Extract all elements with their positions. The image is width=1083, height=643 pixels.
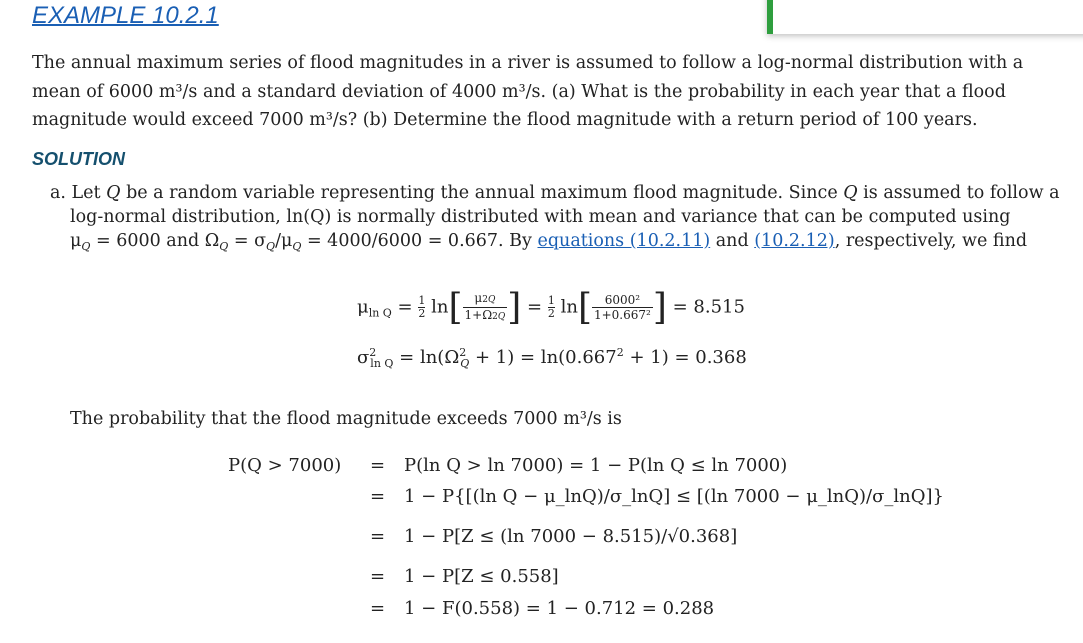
derivation-row: P(Q > 7000) = P(ln Q > ln 7000) = 1 − P(ln Q ≤ ln 7000) — [228, 455, 788, 476]
example-heading[interactable]: EXAMPLE 10.2.1 — [32, 2, 219, 29]
copied-toast — [767, 0, 1083, 34]
equation-mean-ln: $\mu_{ln Q}$ = $\frac{1}{2} \ln$[ $\frac{\mu 2Q}{1+\Omega 2Q}$ ] = $\frac{1}{2} \ln$[ $\frac{\text{6000²}}{\text{1+0.667²}}$ ] = 8.515 — [357, 287, 745, 328]
part-a-text: a. Let — [50, 183, 107, 203]
part-a-paragraph: a. Let Q be a random variable representing the annual maximum flood magnitude. Since Q is assumed to follow a log-normal distribution, ln(Q) is normally distributed with mean and variance that can be computed using $\mu_Q = 6000$ and $\Omega_Q = \sigma_Q/\mu_Q = 4000/6000 = 0.667$. By equations (10.2.11) and (10.2.12), respectively, we find — [50, 181, 1070, 259]
problem-statement: The annual maximum series of flood magnitudes in a river is assumed to follow a log-normal distribution with a mean of 6000 m³/s and a standard deviation of 4000 m³/s. (a) What is the probability in each year that a flood magnitude would exceed 7000 m³/s? (b) Determine the flood magnitude with a return period of 100 years. — [32, 53, 1024, 130]
part-a-line3: $\mu_Q = 6000$ and $\Omega_Q = \sigma_Q/\mu_Q = 4000/6000 = 0.667$. By equations (10.2.11) and (10.2.12), respectively, we find — [70, 231, 1028, 253]
part-a-text: is assumed to follow a — [857, 183, 1060, 203]
probability-intro: The probability that the flood magnitude exceeds 7000 m³/s is — [70, 409, 622, 429]
part-a-text: be a random variable representing the annual maximum flood magnitude. Since — [120, 183, 844, 203]
equation-link-10-2-11[interactable]: equations (10.2.11) — [537, 231, 711, 251]
equation-variance-ln: $\sigma^2_{ln Q} = \ln(\Omega^2_Q + 1) = \ln(0.667^2 + 1) = 0.368$ — [357, 346, 747, 370]
part-a-line2: log-normal distribution, ln(Q) is normally distributed with mean and variance that can be computed using — [70, 207, 1011, 227]
solution-heading: SOLUTION — [32, 149, 125, 169]
equation-link-10-2-12[interactable]: (10.2.12) — [754, 231, 835, 251]
